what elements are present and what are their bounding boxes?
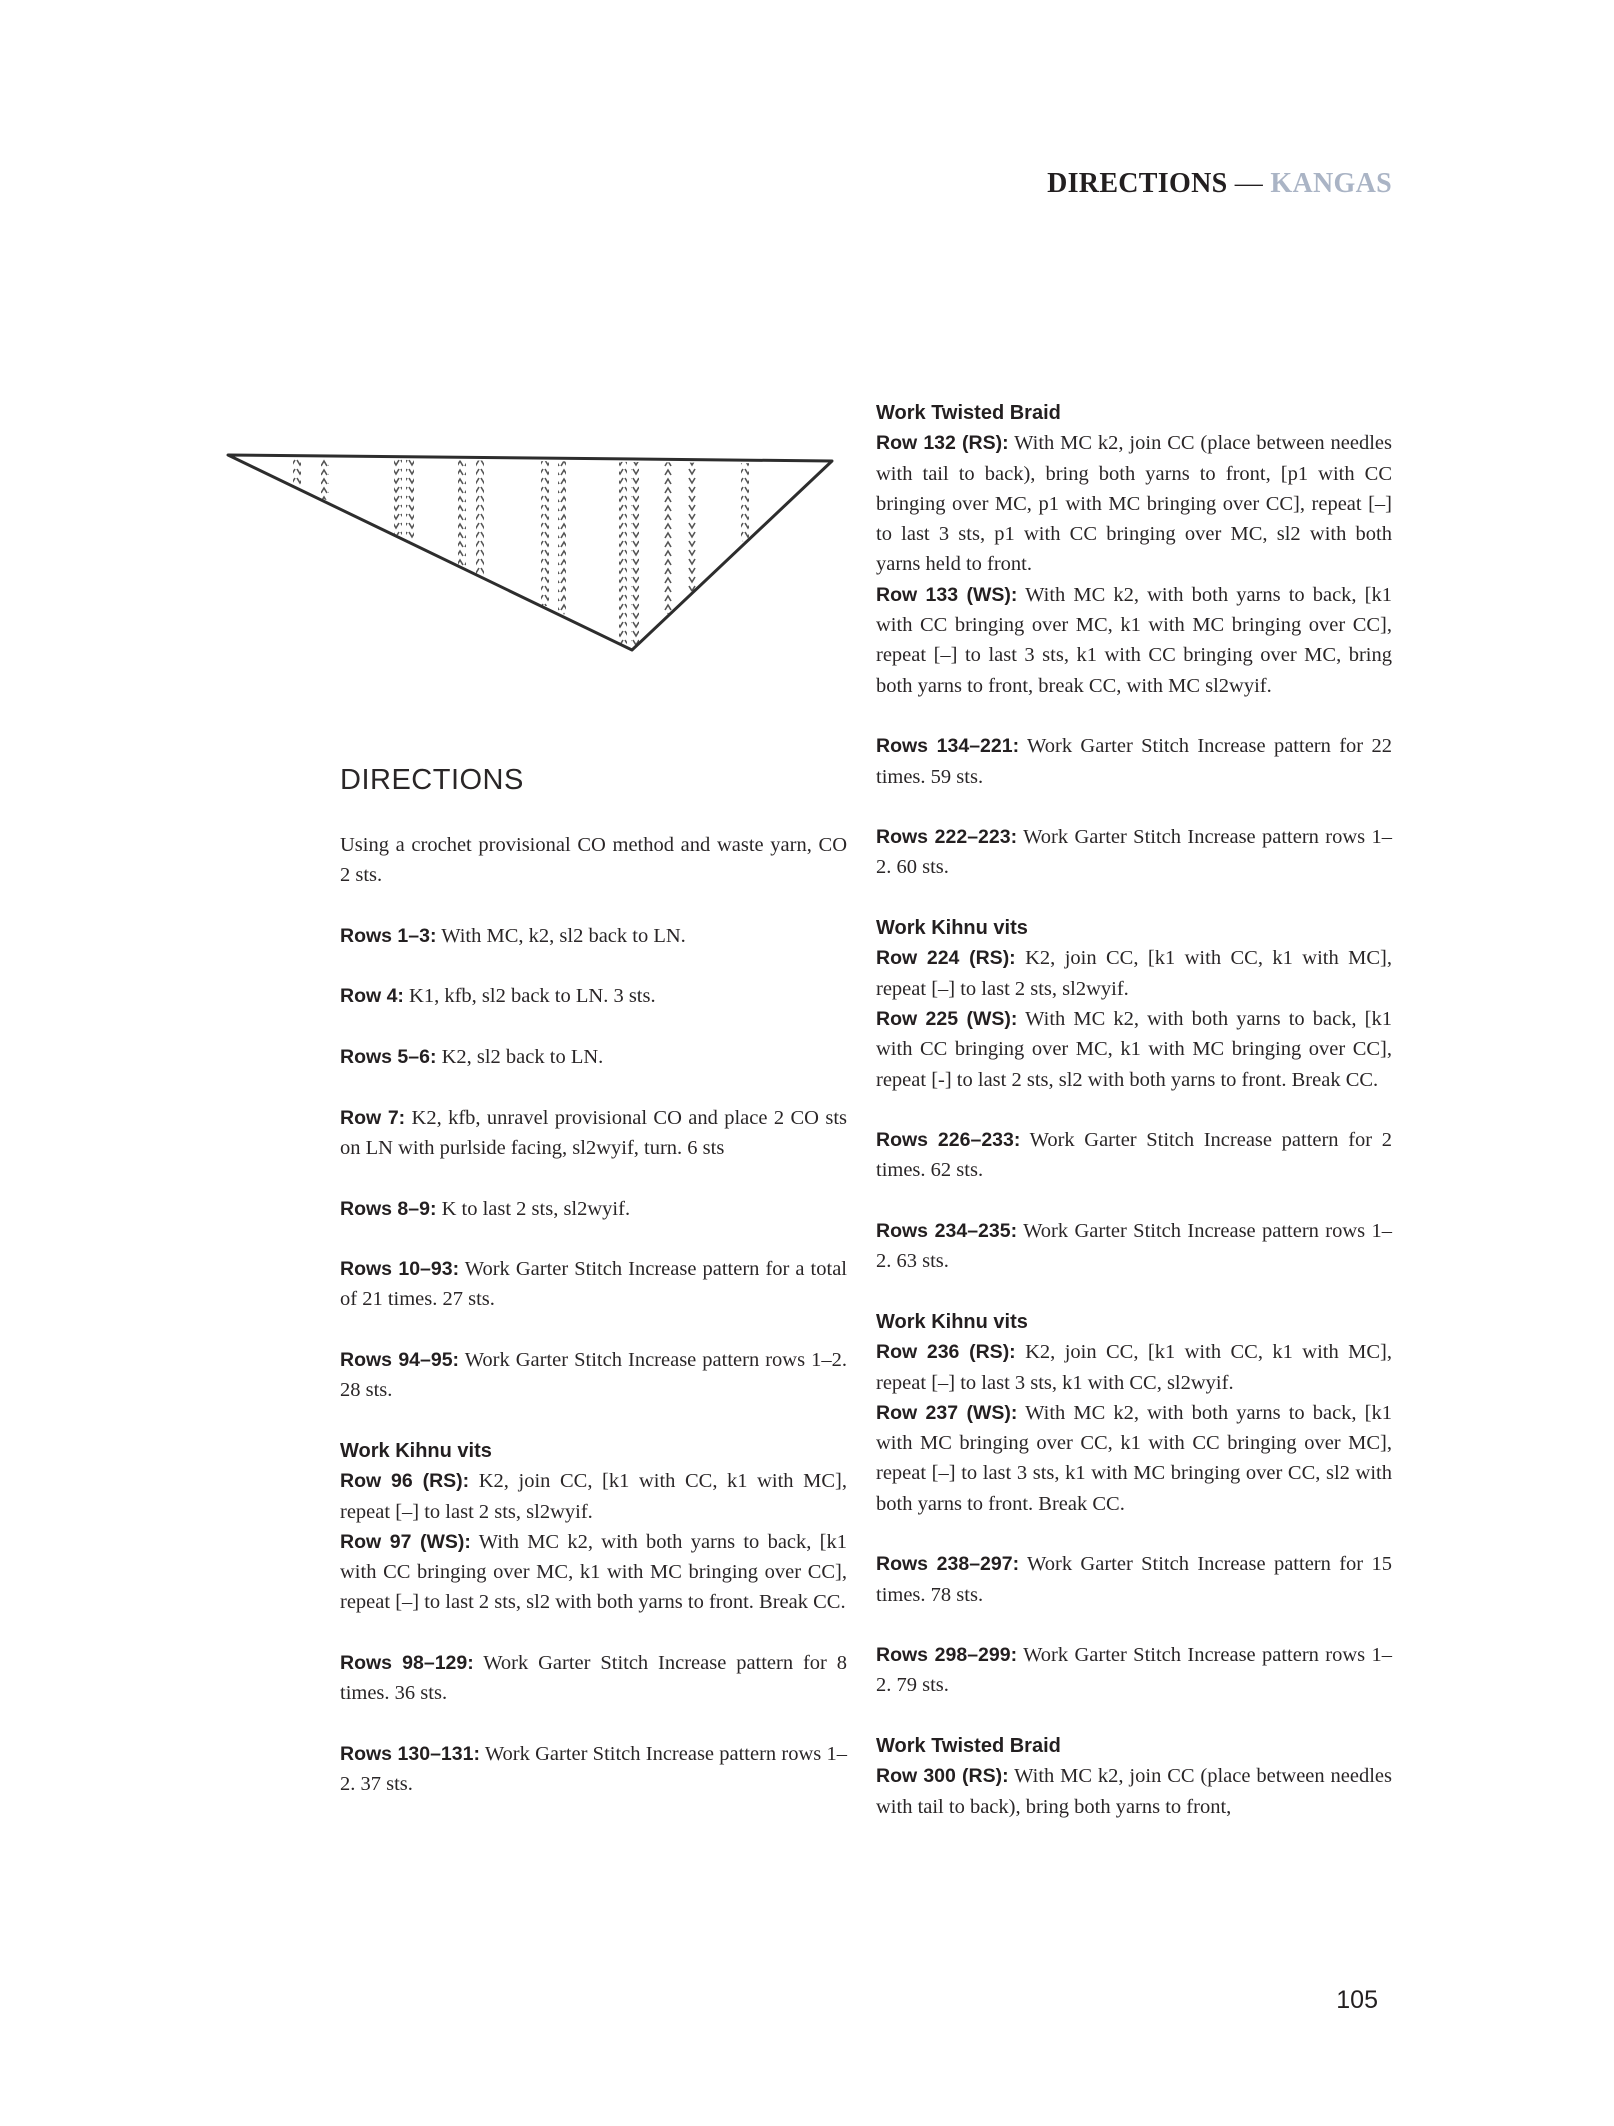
kihnu-vits-block: [340, 1436, 847, 1618]
twisted-braid-subheading: Work Twisted Braid: [876, 1735, 1061, 1758]
row-text: Work Garter Stitch Increase pattern for 22 times. 59 sts.: [876, 735, 1392, 788]
instruction-paragraph: [876, 822, 1392, 883]
instruction-paragraph: [876, 1004, 1392, 1095]
instruction-paragraph: [876, 428, 1392, 579]
row-label: Rows 1–3:: [340, 924, 437, 947]
row-text: With MC k2, with both yarns to back, [k1 with CC bringing over MC, k1 with MC bringing over CC], repeat [–] to last 3 sts, k1 with CC bringing over MC, bring both yarns to front, break CC, with MC sl2wyif.: [876, 583, 1392, 697]
instruction-paragraph: [340, 1194, 847, 1224]
instruction-paragraph: [876, 1337, 1392, 1398]
kihnu-rows: [340, 1466, 847, 1617]
instruction-paragraph: [340, 1254, 847, 1315]
stitch-column: [741, 463, 749, 541]
row-text: K to last 2 sts, sl2wyif.: [436, 1197, 631, 1220]
row-text: Work Garter Stitch Increase pattern rows 1–2. 60 sts.: [876, 826, 1392, 879]
row-text: Work Garter Stitch Increase pattern rows 1–2. 79 sts.: [876, 1644, 1392, 1697]
row-label: Rows 238–297:: [876, 1553, 1020, 1576]
stitch-column: [293, 459, 301, 487]
instruction-paragraph: [876, 731, 1392, 792]
instruction-paragraph: [876, 1761, 1392, 1822]
instruction-paragraph: [340, 1739, 847, 1800]
row-label: Rows 134–221:: [876, 735, 1020, 758]
row-label: Rows 226–233:: [876, 1129, 1021, 1152]
running-head: [1047, 168, 1392, 200]
row-label: Row 225 (WS):: [876, 1007, 1018, 1030]
stitch-column: [688, 463, 696, 592]
kihnu-vits-subheading: Work Kihnu vits: [876, 917, 1028, 940]
right-column: [876, 398, 1392, 1852]
right-paragraphs-3: [876, 1549, 1392, 1700]
row-text: Work Garter Stitch Increase pattern for 15 times. 78 sts.: [876, 1553, 1392, 1606]
stitch-column: [394, 460, 402, 535]
left-paragraphs-after: [340, 1648, 847, 1799]
stitch-column: [664, 462, 672, 614]
row-label: Row 4:: [340, 985, 404, 1008]
twisted-braid-block-2: [876, 1731, 1392, 1822]
kihnu-rows: [876, 943, 1392, 1094]
kihnu-rows: [876, 1337, 1392, 1519]
stitch-column: [631, 462, 639, 645]
instruction-paragraph: [876, 580, 1392, 701]
page-number: 105: [1336, 1986, 1378, 2014]
stitch-column: [541, 461, 549, 606]
row-label: Rows 298–299:: [876, 1644, 1018, 1667]
stitch-column: [619, 462, 627, 644]
row-text: Work Garter Stitch Increase pattern rows 1–2. 28 sts.: [340, 1349, 847, 1402]
instruction-paragraph: [340, 981, 847, 1011]
left-paragraphs: [340, 830, 847, 1406]
row-text: K2, join CC, [k1 with CC, k1 with MC], repeat [–] to last 3 sts, k1 with CC, sl2wyif.: [876, 1341, 1392, 1394]
running-head-dash: —: [1234, 168, 1264, 199]
row-text: K2, sl2 back to LN.: [436, 1046, 604, 1069]
row-label: Rows 130–131:: [340, 1742, 480, 1765]
stitch-column: [476, 461, 484, 575]
instruction-paragraph: [876, 943, 1392, 1004]
instruction-paragraph: [876, 1640, 1392, 1701]
kihnu-vits-block-3: [876, 1307, 1392, 1519]
kihnu-vits-subheading: Work Kihnu vits: [876, 1310, 1028, 1333]
instruction-paragraph: [876, 1216, 1392, 1277]
row-label: Rows 222–223:: [876, 826, 1018, 849]
stitch-column: [321, 459, 329, 500]
instruction-paragraph: [876, 1398, 1392, 1519]
right-paragraphs-1: [876, 731, 1392, 882]
twisted-braid-rows: [876, 428, 1392, 701]
row-text: K1, kfb, sl2 back to LN. 3 sts.: [403, 985, 656, 1008]
row-text: Work Garter Stitch Increase pattern for 8 times. 36 sts.: [340, 1652, 847, 1705]
running-head-section: DIRECTIONS: [1047, 168, 1228, 199]
row-text: With MC k2, with both yarns to back, [k1 with CC bringing over MC, k1 with MC bringing over CC], repeat [–] to last 2 sts, sl2 with both yarns to front. Break CC.: [340, 1530, 847, 1614]
instruction-paragraph: [340, 921, 847, 951]
row-label: Rows 94–95:: [340, 1349, 460, 1372]
twisted-braid-rows: [876, 1761, 1392, 1822]
row-text: Work Garter Stitch Increase pattern rows 1–2. 37 sts.: [340, 1742, 847, 1796]
row-label: Row 133 (WS):: [876, 583, 1018, 606]
instruction-paragraph: [340, 1466, 847, 1527]
left-column: [340, 760, 847, 1830]
stitch-columns: [293, 459, 749, 645]
row-text: With MC k2, with both yarns to back, [k1 with MC bringing over CC, k1 with CC bringing over MC], repeat [–] to last 3 sts, k1 with MC bringing over CC, sl2 with both yarns to front. Break CC.: [876, 1401, 1392, 1515]
row-text: Using a crochet provisional CO method and waste yarn, CO 2 sts.: [340, 834, 847, 887]
row-label: Rows 10–93:: [340, 1258, 460, 1281]
stitch-column: [458, 460, 466, 566]
row-text: Work Garter Stitch Increase pattern rows 1–2. 63 sts.: [876, 1220, 1392, 1273]
row-label: Row 300 (RS):: [876, 1765, 1009, 1788]
right-paragraphs-2: [876, 1125, 1392, 1276]
row-text: With MC k2, with both yarns to back, [k1 with CC bringing over MC, k1 with MC bringing over CC], repeat [-] to last 2 sts, sl2 with both yarns to front. Break CC.: [876, 1007, 1392, 1091]
row-label: Row 237 (WS):: [876, 1401, 1018, 1424]
row-text: Work Garter Stitch Increase pattern for a total of 21 times. 27 sts.: [340, 1258, 847, 1311]
row-label: Rows 234–235:: [876, 1220, 1018, 1243]
shawl-schematic-diagram: [220, 445, 840, 660]
twisted-braid-block-1: [876, 398, 1392, 701]
instruction-paragraph: [340, 1648, 847, 1709]
instruction-paragraph: [876, 1549, 1392, 1610]
row-text: K2, kfb, unravel provisional CO and place 2 CO sts on LN with purlside facing, sl2wyif, turn. 6 sts: [340, 1106, 847, 1159]
instruction-paragraph: [340, 1103, 847, 1164]
row-text: With MC k2, join CC (place between needles with tail to back), bring both yarns to front, [p1 with CC bringing over MC, p1 with MC bringing over CC], repeat [–] to last 3 sts, p1 with CC bringing over MC, sl2 with both yarns held to front.: [876, 432, 1392, 576]
row-label: Rows 98–129:: [340, 1652, 474, 1675]
row-label: Row 96 (RS):: [340, 1470, 470, 1493]
row-label: Row 224 (RS):: [876, 947, 1016, 970]
instruction-paragraph: [340, 1345, 847, 1406]
kihnu-vits-block-2: [876, 913, 1392, 1095]
row-text: With MC, k2, sl2 back to LN.: [436, 924, 686, 947]
kihnu-vits-subheading: Work Kihnu vits: [340, 1439, 492, 1462]
instruction-paragraph: [340, 1527, 847, 1618]
instruction-paragraph: [340, 1042, 847, 1072]
row-text: K2, join CC, [k1 with CC, k1 with MC], repeat [–] to last 2 sts, sl2wyif.: [340, 1470, 847, 1523]
row-text: Work Garter Stitch Increase pattern for 2 times. 62 sts.: [876, 1129, 1392, 1182]
instruction-paragraph: [340, 830, 847, 891]
row-text: With MC k2, join CC (place between needles with tail to back), bring both yarns to front,: [876, 1765, 1392, 1818]
row-label: Row 97 (WS):: [340, 1530, 471, 1553]
stitch-column: [406, 460, 414, 541]
row-label: Rows 8–9:: [340, 1197, 437, 1220]
row-label: Row 132 (RS):: [876, 432, 1009, 455]
stitch-column: [558, 461, 566, 614]
twisted-braid-subheading: Work Twisted Braid: [876, 402, 1061, 424]
instruction-paragraph: [876, 1125, 1392, 1186]
row-label: Rows 5–6:: [340, 1046, 437, 1069]
row-label: Row 236 (RS):: [876, 1341, 1016, 1364]
directions-heading: DIRECTIONS: [340, 764, 524, 796]
row-label: Row 7:: [340, 1106, 406, 1129]
running-head-pattern: KANGAS: [1270, 168, 1392, 199]
row-text: K2, join CC, [k1 with CC, k1 with MC], repeat [–] to last 2 sts, sl2wyif.: [876, 947, 1392, 1000]
